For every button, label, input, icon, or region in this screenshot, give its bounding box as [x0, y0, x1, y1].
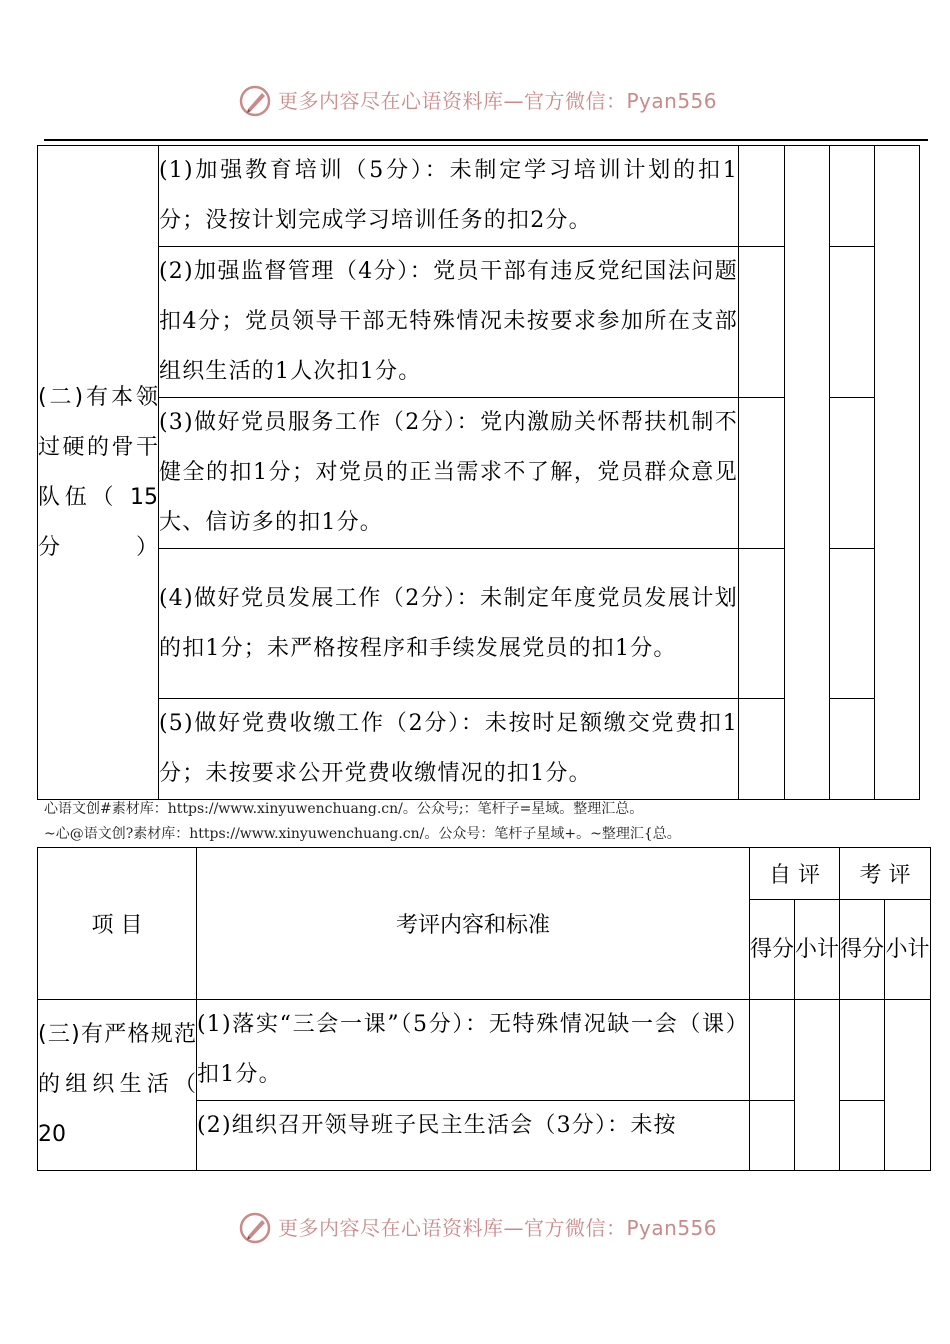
content-header: 考评内容和标准 [197, 848, 750, 1000]
self-score-cell [750, 1101, 795, 1171]
self-score-cell [739, 549, 785, 699]
table-row [38, 1000, 931, 1101]
exam-score-cell [840, 1000, 885, 1101]
self-subtotal-cell [795, 1000, 840, 1171]
source-notes [44, 797, 681, 847]
category-label: (二)有本领过硬的骨干队伍（ 15分） [38, 146, 159, 800]
evaluation-table-part2 [37, 847, 931, 1171]
project-header: 项 目 [38, 848, 197, 1000]
exam-score-cell [830, 247, 875, 398]
self-subtotal-cell [785, 146, 830, 800]
pen-logo-icon [238, 84, 272, 118]
banner-slogan: 更多内容尽在心语资料库—官方微信： [278, 89, 627, 113]
header-banner [0, 80, 950, 124]
table-header-row [38, 848, 931, 900]
criteria-item: (1)加强教育培训（5分）：未制定学习培训计划的扣1分；没按计划完成学习培训任务的扣2分。 [159, 146, 739, 247]
self-eval-header: 自 评 [750, 848, 840, 900]
exam-subtotal-cell [875, 146, 920, 800]
criteria-item: (5)做好党费收缴工作（2分）：未按时足额缴交党费扣1分；未按要求公开党费收缴情况的扣1分。 [159, 699, 739, 800]
evaluation-table-part1 [37, 145, 920, 800]
exam-score-cell [830, 146, 875, 247]
self-score-cell [739, 247, 785, 398]
exam-subtotal-header: 小计 [885, 900, 931, 1000]
exam-score-cell [830, 398, 875, 549]
table-row [38, 146, 920, 247]
pen-logo-icon [238, 1211, 272, 1245]
banner-wechat-id: Pyan556 [626, 1216, 718, 1240]
source-note: 心语文创#素材库：https://www.xinyuwenchuang.cn/。公众号;：笔杆子=星域。整理汇总。 [44, 801, 644, 817]
banner-wechat-id: Pyan556 [626, 89, 718, 113]
banner-text [278, 86, 717, 116]
self-score-cell [739, 699, 785, 800]
exam-score-cell [840, 1101, 885, 1171]
exam-subtotal-cell [885, 1000, 931, 1171]
exam-score-cell [830, 549, 875, 699]
self-score-cell [750, 1000, 795, 1101]
self-subtotal-header: 小计 [795, 900, 840, 1000]
exam-score-cell [830, 699, 875, 800]
exam-score-header: 得分 [840, 900, 885, 1000]
criteria-item: (3)做好党员服务工作（2分）：党内激励关怀帮扶机制不健全的扣1分；对党员的正当需求不了解，党员群众意见大、信访多的扣1分。 [159, 398, 739, 549]
banner-slogan: 更多内容尽在心语资料库—官方微信： [278, 1216, 627, 1240]
source-note: ~心@语文创?素材库：https://www.xinyuwenchuang.cn/。公众号：笔杆子星域+。~整理汇{总。 [44, 826, 681, 842]
criteria-item: (2)组织召开领导班子民主生活会（3分）：未按 [197, 1101, 750, 1171]
self-score-cell [739, 146, 785, 247]
category-label: (三)有严格规范的组织生活（ 20 [38, 1000, 197, 1171]
exam-eval-header: 考 评 [840, 848, 931, 900]
criteria-item: (1)落实“三会一课”（5分）：无特殊情况缺一会（课）扣1分。 [197, 1000, 750, 1101]
banner-text [278, 1213, 717, 1243]
self-score-cell [739, 398, 785, 549]
criteria-item: (4)做好党员发展工作（2分）：未制定年度党员发展计划的扣1分；未严格按程序和手续发展党员的扣1分。 [159, 549, 739, 699]
criteria-item: (2)加强监督管理（4分）：党员干部有违反党纪国法问题扣4分；党员领导干部无特殊情况未按要求参加所在支部组织生活的1人次扣1分。 [159, 247, 739, 398]
self-score-header: 得分 [750, 900, 795, 1000]
footer-banner [0, 1207, 950, 1251]
header-rule [44, 139, 928, 141]
